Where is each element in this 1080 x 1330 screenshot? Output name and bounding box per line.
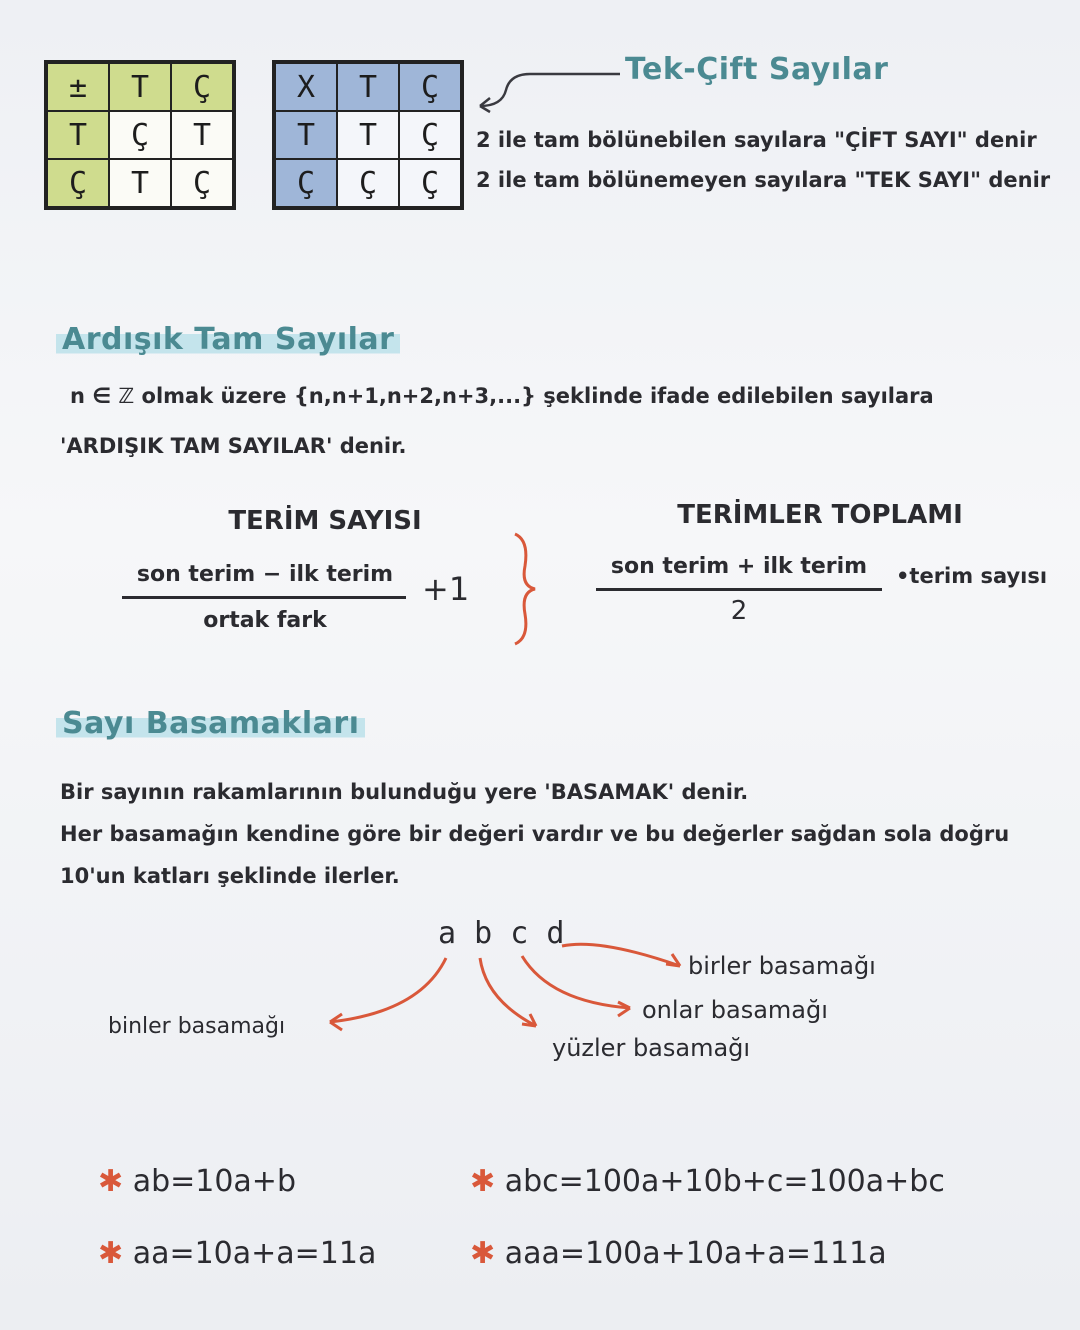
- formula-aa: [98, 1236, 376, 1271]
- table-cell: T: [171, 111, 234, 159]
- formula-text: ab=10a+b: [132, 1164, 296, 1199]
- terim-sayisi-numerator: son terim − ilk terim: [136, 562, 394, 587]
- formula-text: aa=10a+a=11a: [132, 1236, 377, 1271]
- section-title-text: Sayı Basamakları: [56, 706, 365, 741]
- table-cell: Ç: [171, 159, 234, 208]
- table-cell: Ç: [46, 159, 109, 208]
- table-cell: T: [274, 111, 337, 159]
- table-cell: Ç: [337, 159, 399, 208]
- section-title-basamak: [56, 706, 365, 741]
- terimler-toplami-denominator: 2: [730, 596, 748, 626]
- tek-cift-line-1: 2 ile tam bölünebilen sayılara "ÇİFT SAYI" denir: [476, 128, 1037, 152]
- formula-text: aaa=100a+10a+a=111a: [504, 1236, 887, 1271]
- table-cell: Ç: [399, 159, 462, 208]
- addition-parity-table: [44, 60, 236, 210]
- table-cell: Ç: [109, 111, 171, 159]
- yuzler-label: yüzler basamağı: [552, 1034, 751, 1062]
- section-title-text: Ardışık Tam Sayılar: [56, 322, 400, 357]
- curved-arrow-icon: [470, 60, 630, 120]
- ardisik-line-2: 'ARDIŞIK TAM SAYILAR' denir.: [60, 434, 407, 458]
- table-cell: X: [274, 62, 337, 111]
- formula-text: abc=100a+10b+c=100a+bc: [504, 1164, 945, 1199]
- table-cell: ±: [46, 62, 109, 111]
- formula-abc: [470, 1164, 945, 1199]
- birler-label: birler basamağı: [688, 952, 876, 980]
- star-icon: ✱: [470, 1164, 496, 1199]
- table-cell: Ç: [399, 62, 462, 111]
- terimler-toplami-suffix: •terim sayısı: [896, 564, 1048, 588]
- table-cell: T: [109, 159, 171, 208]
- table-cell: T: [337, 111, 399, 159]
- formula-ab: [98, 1164, 296, 1199]
- table-cell: T: [337, 62, 399, 111]
- star-icon: ✱: [98, 1164, 124, 1199]
- table-cell: Ç: [171, 62, 234, 111]
- table-cell: T: [46, 111, 109, 159]
- formula-aaa: [470, 1236, 887, 1271]
- star-icon: ✱: [98, 1236, 124, 1271]
- multiplication-parity-table: [272, 60, 464, 210]
- fraction-bar: [596, 588, 882, 591]
- basamak-line-1: Bir sayının rakamlarının bulunduğu yere 'BASAMAK' denir.: [60, 780, 749, 804]
- terim-sayisi-suffix: +1: [422, 570, 470, 608]
- fraction-bar: [122, 596, 406, 599]
- terimler-toplami-heading: TERİMLER TOPLAMI: [677, 500, 963, 530]
- basamak-line-3: 10'un katları şeklinde ilerler.: [60, 864, 400, 888]
- table-cell: T: [109, 62, 171, 111]
- table-cell: Ç: [399, 111, 462, 159]
- terimler-toplami-numerator: son terim + ilk terim: [610, 554, 868, 579]
- table-cell: Ç: [274, 159, 337, 208]
- ardisik-line-1: n ∈ ℤ olmak üzere {n,n+1,n+2,n+3,...} şeklinde ifade edilebilen sayılara: [70, 384, 934, 408]
- terim-sayisi-denominator: ortak fark: [203, 608, 327, 633]
- binler-label: binler basamağı: [108, 1014, 286, 1039]
- onlar-label: onlar basamağı: [642, 996, 828, 1024]
- brace-icon: [505, 530, 545, 648]
- section-title-ardisik: [56, 322, 400, 357]
- basamak-line-2: Her basamağın kendine göre bir değeri vardır ve bu değerler sağdan sola doğru: [60, 822, 1010, 846]
- section-title-tek-cift: Tek-Çift Sayılar: [625, 52, 889, 87]
- digits-abcd: a b c d: [438, 916, 565, 951]
- star-icon: ✱: [470, 1236, 496, 1271]
- terim-sayisi-heading: TERİM SAYISI: [228, 506, 422, 536]
- tek-cift-line-2: 2 ile tam bölünemeyen sayılara "TEK SAYI" denir: [476, 168, 1051, 192]
